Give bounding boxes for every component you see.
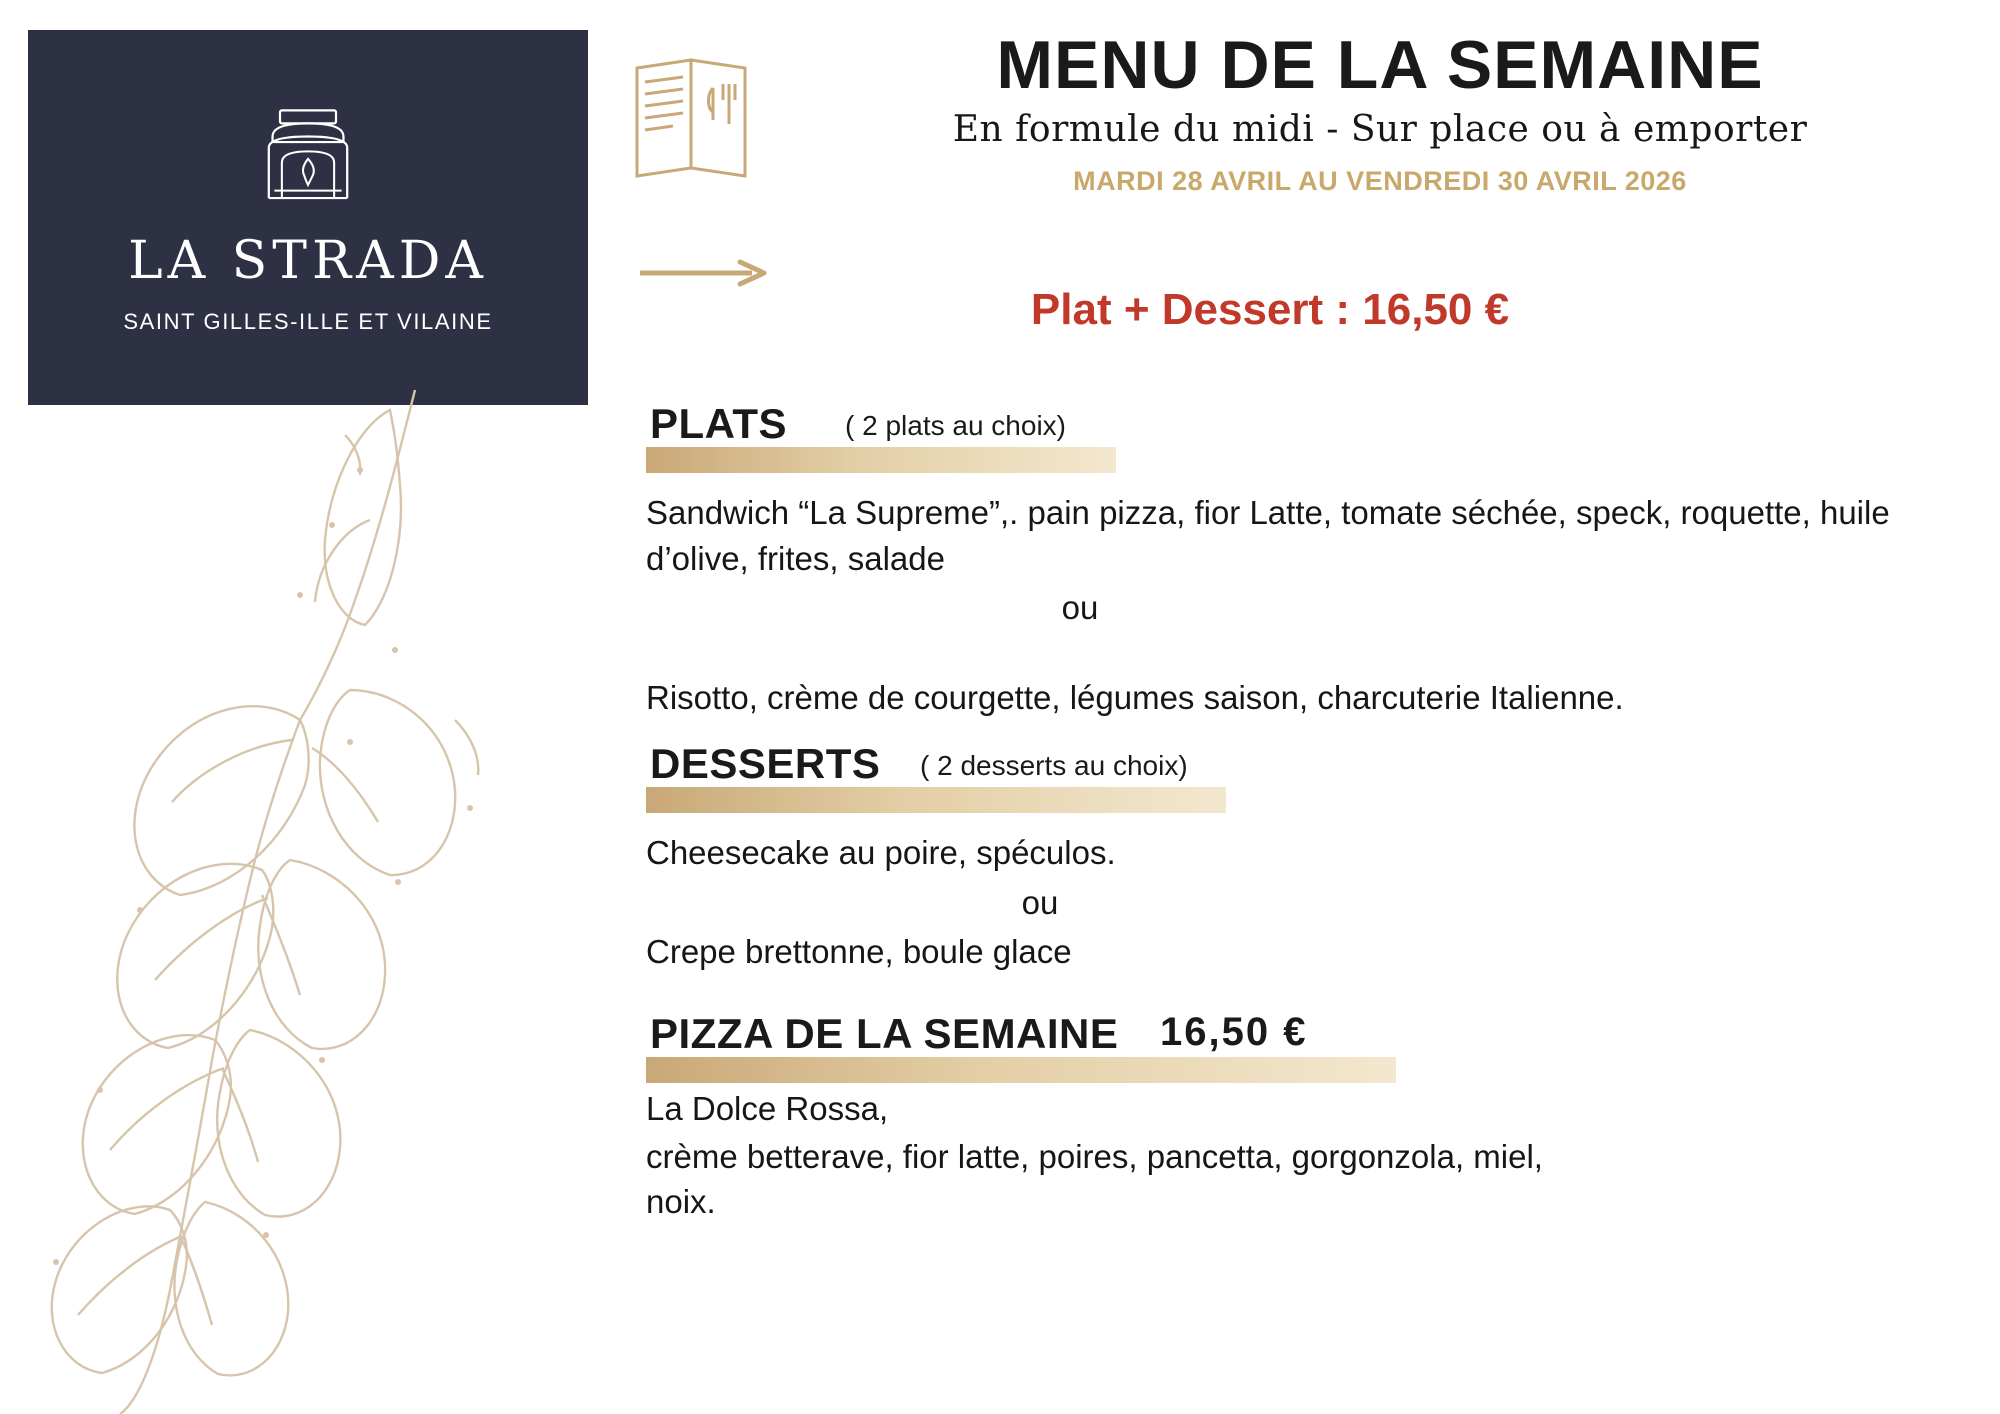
page-title: MENU DE LA SEMAINE — [996, 27, 1764, 103]
section-header-plats — [600, 400, 2000, 462]
gold-bar-pizza — [646, 1057, 1396, 1083]
leaf-illustration — [0, 390, 600, 1414]
desserts-item-1: Cheesecake au poire, spéculos. — [646, 834, 1116, 871]
menu-content — [600, 0, 2000, 1414]
brand-location: SAINT GILLES-ILLE ET VILAINE — [123, 308, 493, 334]
section-header-pizza — [600, 1010, 2000, 1072]
desserts-separator-ou: ou — [1021, 883, 1059, 921]
desserts-item-2: Crepe brettonne, boule glace — [646, 933, 1072, 971]
title-block — [785, 27, 1975, 197]
section-header-desserts — [600, 740, 2000, 802]
gold-bar-desserts — [646, 787, 1226, 813]
section-note-desserts: ( 2 desserts au choix) — [920, 750, 1188, 781]
left-decorative-column — [0, 0, 600, 1414]
section-title-pizza: PIZZA DE LA SEMAINE — [650, 1010, 1119, 1057]
gold-bar-plats — [646, 447, 1116, 473]
logo-panel — [28, 30, 588, 405]
section-desserts — [600, 740, 2000, 975]
section-title-desserts: DESSERTS — [650, 740, 881, 787]
page-subtitle: En formule du midi - Sur place ou à emporter — [952, 109, 1808, 151]
plats-separator-ou: ou — [1061, 589, 1099, 627]
formula-price: Plat + Dessert : 16,50 € — [1030, 285, 1510, 334]
pizza-oven-icon — [252, 101, 364, 213]
pizza-price: 16,50 € — [1160, 1010, 1308, 1054]
date-range: MARDI 28 AVRIL AU VENDREDI 30 AVRIL 2026 — [1073, 166, 1687, 197]
brand-name: LA STRADA — [128, 230, 488, 291]
section-plats — [600, 400, 2000, 720]
pizza-item-description: crème betterave, fior latte, poires, pancetta, gorgonzola, miel, noix. — [646, 1137, 1543, 1221]
plats-item-2: Risotto, crème de courgette, légumes saison, charcuterie Italienne. — [646, 678, 1624, 716]
open-menu-book-icon — [625, 50, 765, 190]
right-arrow-icon — [640, 258, 770, 288]
pizza-item-name: La Dolce Rossa, — [646, 1090, 889, 1127]
section-pizza — [600, 1010, 2000, 1225]
section-title-plats: PLATS — [650, 400, 788, 447]
plats-item-1: Sandwich “La Supreme”,. pain pizza, fior Latte, tomate séchée, speck, roquette, huile d’olive, frites, salade — [646, 494, 1890, 577]
section-note-plats: ( 2 plats au choix) — [845, 410, 1066, 441]
